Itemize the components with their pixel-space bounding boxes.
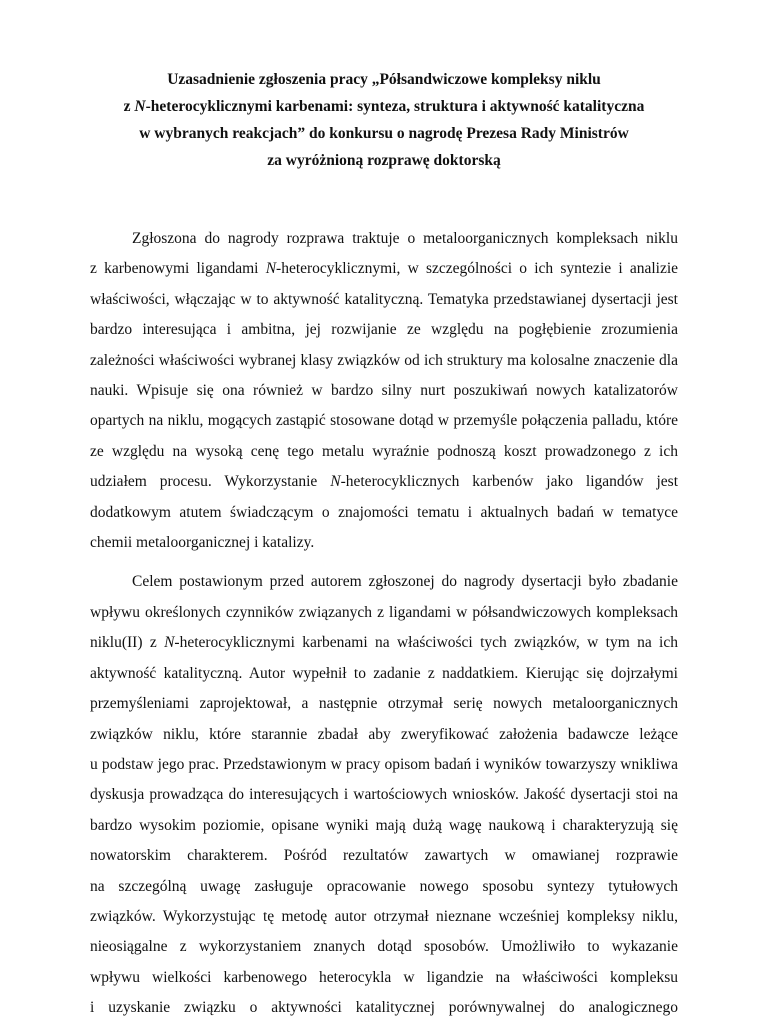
text-line: wpływu wielkości karbenowego heterocykla w ligandzie na właściwości kompleksu [90, 968, 678, 986]
text-line: aktywność katalityczną. Autor wypełnił to zadanie z naddatkiem. Kierując się dojrzałymi [90, 664, 678, 682]
paragraph-1 [90, 224, 678, 558]
document-body [90, 224, 678, 1024]
title-line: za wyróżnioną rozprawę doktorską [267, 152, 501, 169]
text-line: Celem postawionym przed autorem zgłoszonej do nagrody dysertacji było zbadanie [132, 573, 678, 591]
document-title [90, 66, 678, 174]
paragraph-2 [90, 567, 678, 1023]
text-line: nieosiągalne z wykorzystaniem znanych dotąd sposobów. Umożliwiło to wykazanie [90, 938, 678, 956]
text-line: wpływu określonych czynników związanych z ligandami w półsandwiczowych kompleksach [90, 603, 678, 621]
text-line: chemii metaloorganicznej i katalizy. [90, 534, 315, 552]
title-line: z N-heterocyklicznymi karbenami: synteza, struktura i aktywność katalityczna [123, 98, 645, 115]
text-line: bardzo interesująca i ambitna, jej rozwijanie ze względu na pogłębienie zrozumienia [90, 321, 678, 339]
text-line: i uzyskanie związku o aktywności katalitycznej porównywalnej do analogicznego [90, 999, 678, 1017]
paragraph-gap [90, 558, 678, 567]
text-line: dyskusja prowadząca do interesujących i wartościowych wniosków. Jakość dysertacji stoi na [90, 786, 678, 804]
text-line: ze względu na wysoką cenę tego metalu wyraźnie podnoszą koszt prowadzonego z ich [90, 442, 678, 460]
text-line: związków. Wykorzystując tę metodę autor otrzymał nieznane wcześniej kompleksy niklu, [90, 907, 678, 925]
text-line: zależności właściwości wybranej klasy związków od ich struktury ma kolosalne znaczenie dla [90, 351, 678, 369]
text-line: nowatorskim charakterem. Pośród rezultatów zawartych w omawianej rozprawie [90, 847, 678, 865]
text-line: właściwości, włączając w to aktywność katalityczną. Tematyka przedstawianej dysertacji jest [90, 290, 678, 308]
text-line: bardzo wysokim poziomie, opisane wyniki mają dużą wagę naukową i charakteryzują się [90, 816, 678, 834]
text-line: z karbenowymi ligandami N-heterocyklicznymi, w szczególności o ich syntezie i analizie [90, 260, 679, 278]
text-line: nauki. Wpisuje się ona również w bardzo silny nurt poszukiwań nowych katalizatorów [90, 382, 678, 400]
text-line: związków niklu, które starannie zbadał aby zweryfikować założenia badawcze leżące [90, 725, 678, 743]
text-line: dodatkowym atutem świadczącym o znajomości tematu i aktualnych badań w tematyce [90, 503, 678, 521]
text-line: u podstaw jego prac. Przedstawionym w pracy opisom badań i wyników towarzyszy wnikliwa [90, 755, 678, 773]
text-line: Zgłoszona do nagrody rozprawa traktuje o metaloorganicznych kompleksach niklu [132, 230, 678, 247]
text-line: opartych na niklu, mogących zastąpić stosowane dotąd w przemyśle połączenia palladu, które [90, 412, 678, 430]
text-line: na szczególną uwagę zasługuje opracowanie nowego sposobu syntezy tytułowych [90, 877, 678, 895]
text-line: przemyśleniami zaprojektował, a następnie otrzymał serię nowych metaloorganicznych [90, 695, 678, 713]
text-line: udziałem procesu. Wykorzystanie N-heterocyklicznych karbenów jako ligandów jest [90, 473, 679, 491]
title-line: w wybranych reakcjach” do konkursu o nagrodę Prezesa Rady Ministrów [139, 125, 629, 142]
text-line: niklu(II) z N-heterocyklicznymi karbenami na właściwości tych związków, w tym na ich [90, 634, 678, 652]
title-line: Uzasadnienie zgłoszenia pracy „Półsandwiczowe kompleksy niklu [167, 71, 601, 88]
